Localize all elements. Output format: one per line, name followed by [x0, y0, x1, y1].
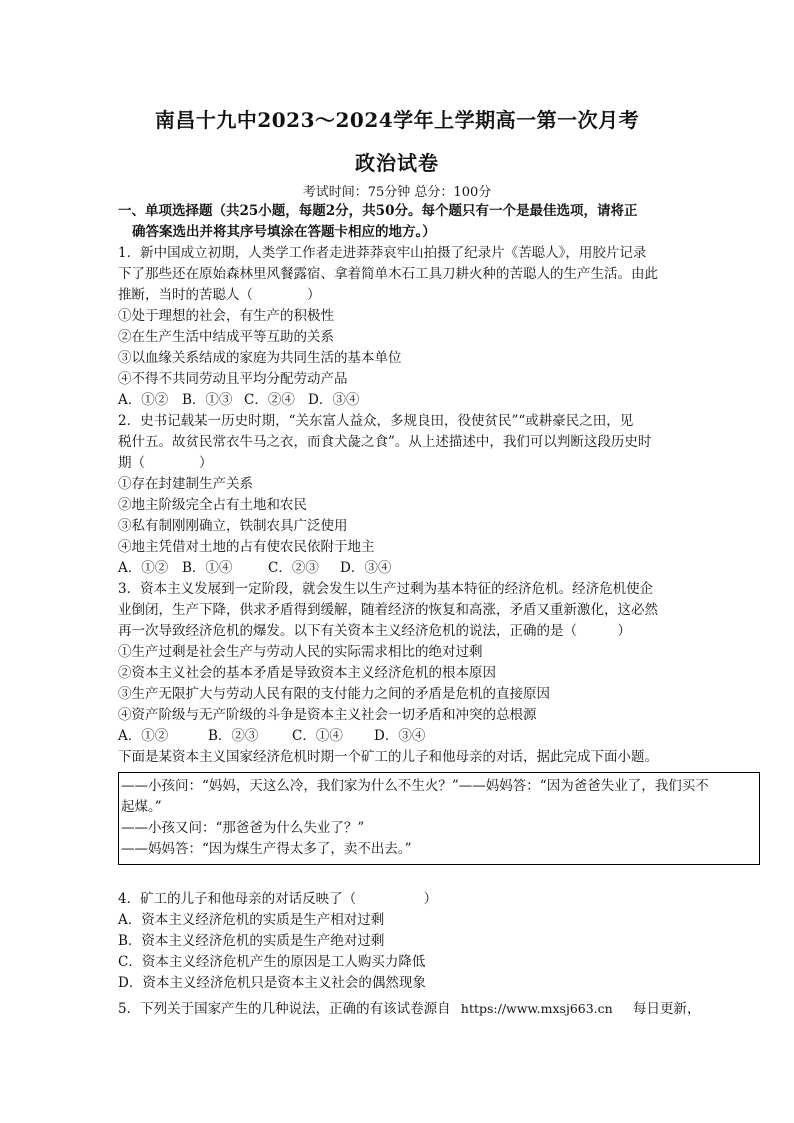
option-a: A．资本主义经济危机的实质是生产相对过剩: [118, 912, 385, 928]
question-4: [118, 889, 678, 994]
option-d: D．③④: [340, 560, 392, 576]
option-b: B．①④: [182, 560, 233, 576]
statement-item: ②资本主义社会的基本矛盾是导致资本主义经济危机的根本原因: [118, 665, 496, 681]
dialogue-box: [118, 772, 760, 865]
dialogue-line: 起煤。”: [121, 799, 162, 815]
option-c: C．资本主义经济危机产生的原因是工人购买力降低: [118, 954, 426, 970]
option-d: D．③④: [374, 728, 426, 744]
option-c: C．②④: [244, 392, 295, 408]
section-heading: 一、单项选择题（共25小题，每题2分，共50分。每个题只有一个是最佳选项，请将正: [118, 203, 638, 219]
exam-meta: 考试时间：75分钟 总分：100分: [302, 185, 492, 200]
answer-options: [118, 558, 678, 579]
option-d: D．资本主义经济危机只是资本主义社会的偶然现象: [118, 975, 426, 991]
statement-item: ①处于理想的社会，有生产的积极性: [118, 308, 334, 324]
statement-item: ①存在封建制生产关系: [118, 476, 253, 492]
dialogue-line: ——妈妈答：“因为煤生产得太多了，卖不出去。”: [121, 841, 412, 857]
option-a: A．①②: [118, 560, 169, 576]
question-5: [118, 998, 701, 1019]
question-stem: 5．下列关于国家产生的几种说法，正确的有该试卷源自: [118, 1001, 451, 1017]
page-title: 南昌十九中2023～2024学年上学期高一第一次月考: [154, 108, 640, 132]
statement-item: ④资产阶级与无产阶级的斗争是资本主义社会一切矛盾和冲突的总根源: [118, 707, 537, 723]
question-stem: 1．新中国成立初期，人类学工作者走进莽莽哀牢山拍摄了纪录片《苦聪人》，用胶片记录: [118, 245, 647, 261]
option-a: A．①②: [118, 728, 169, 744]
source-url: https://www.mxsj663.cn: [460, 1001, 613, 1016]
option-d: D．③④: [308, 392, 360, 408]
question-stem: 2．史书记载某一历史时期，“关东富人益众，多规良田，役使贫民”“或耕豪民之田，见: [118, 413, 634, 429]
statement-item: ③以血缘关系结成的家庭为共同生活的基本单位: [118, 350, 402, 366]
question-stem: 期（ ）: [118, 455, 213, 471]
option-c: C．①④: [292, 728, 343, 744]
question-1: [118, 243, 678, 411]
question-2: [118, 411, 678, 579]
option-a: A．①②: [118, 392, 169, 408]
option-c: C．②③: [268, 560, 319, 576]
statement-item: ②地主阶级完全占有土地和农民: [118, 497, 307, 513]
statement-item: ④不得不共同劳动且平均分配劳动产品: [118, 371, 348, 387]
question-3: [118, 579, 678, 747]
option-b: B．①③: [182, 392, 233, 408]
question-stem: 4．矿工的儿子和他母亲的对话反映了（ ）: [118, 891, 438, 907]
option-b: B．资本主义经济危机的实质是生产绝对过剩: [118, 933, 385, 949]
question-stem: 再一次导致经济危机的爆发。以下有关资本主义经济危机的说法，正确的是（ ）: [118, 623, 631, 639]
answer-options: [118, 390, 678, 411]
section-heading-cont: 确答案选出并将其序号填涂在答题卡相应的地方。）: [132, 224, 436, 240]
dialogue-line: ——小孩又问：“那爸爸为什么失业了？”: [121, 820, 365, 836]
update-note: 每日更新，: [633, 1001, 701, 1017]
exam-content: [118, 201, 709, 1019]
statement-item: ③生产无限扩大与劳动人民有限的支付能力之间的矛盾是危机的直接原因: [118, 686, 550, 702]
option-b: B．②③: [208, 728, 259, 744]
question-stem: 3．资本主义发展到一定阶段，就会发生以生产过剩为基本特征的经济危机。经济危机使企: [118, 581, 654, 597]
answer-options: [118, 726, 678, 747]
statement-item: ①生产过剩是社会生产与劳动人民的实际需求相比的绝对过剩: [118, 644, 483, 660]
question-stem: 下了那些还在原始森林里风餐露宿、拿着简单木石工具刀耕火种的苦聪人的生产生活。由此: [118, 266, 658, 282]
material-intro: 下面是某资本主义国家经济危机时期一个矿工的儿子和他母亲的对话，据此完成下面小题。: [118, 749, 658, 765]
statement-item: ②在生产生活中结成平等互助的关系: [118, 329, 334, 345]
page-subtitle: 政治试卷: [355, 151, 439, 175]
dialogue-line: ——小孩问：“妈妈，天这么冷，我们家为什么不生火？”——妈妈答：“因为爸爸失业了，我们买不: [121, 778, 709, 794]
statement-item: ④地主凭借对土地的占有使农民依附于地主: [118, 539, 375, 555]
question-stem: 推断，当时的苦聪人（ ）: [118, 287, 321, 303]
statement-item: ③私有制刚刚确立，铁制农具广泛使用: [118, 518, 348, 534]
question-stem: 业倒闭，生产下降，供求矛盾得到缓解，随着经济的恢复和高涨，矛盾又重新激化，这必然: [118, 602, 658, 618]
question-stem: 税什五。故贫民常衣牛马之衣，而食犬彘之食”。从上述描述中，我们可以判断这段历史时: [118, 434, 652, 450]
